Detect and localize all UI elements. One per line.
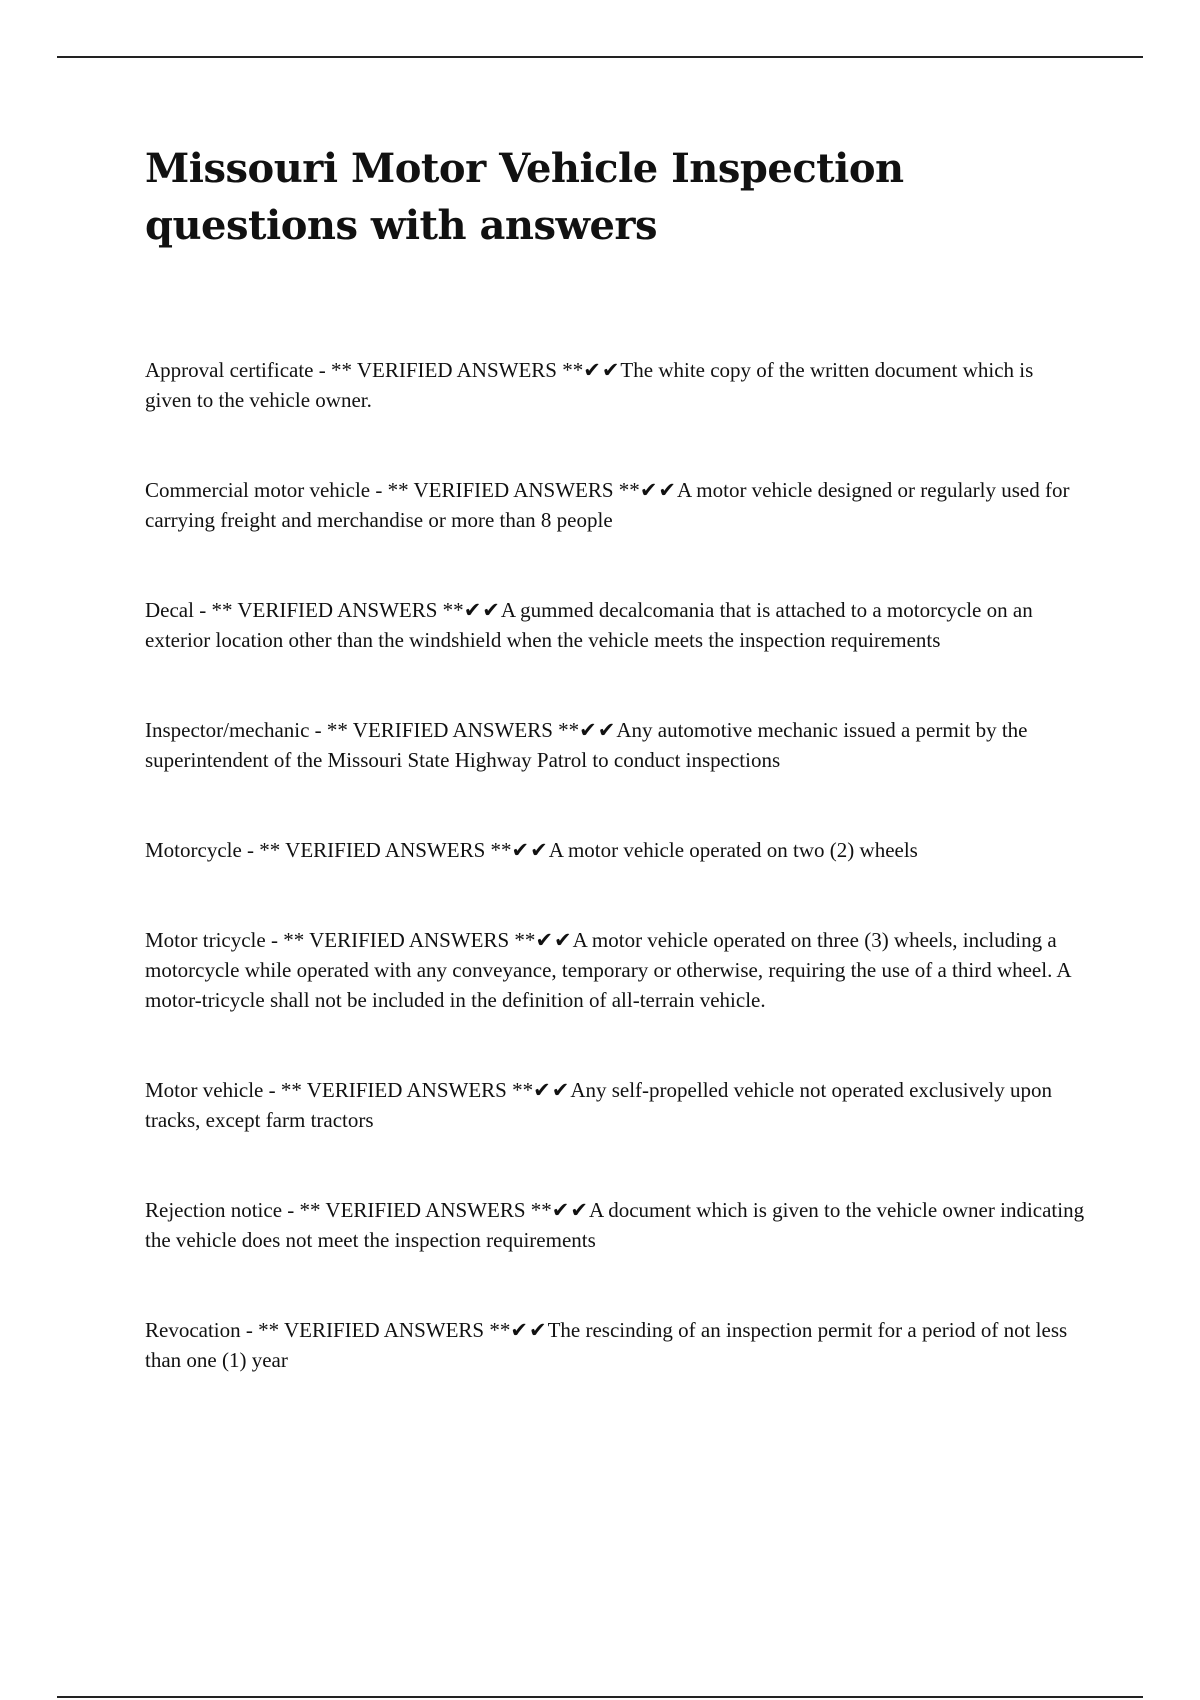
entry-term: Approval certificate <box>145 358 314 382</box>
checkmark-icon: ✔✔ <box>510 1318 548 1342</box>
entry-verified-label: - ** VERIFIED ANSWERS ** <box>309 718 580 742</box>
entry-verified-label: - ** VERIFIED ANSWERS ** <box>263 1078 534 1102</box>
entry-term: Motor tricycle <box>145 928 266 952</box>
qa-entry <box>145 1195 1085 1255</box>
entry-term: Motorcycle <box>145 838 242 862</box>
entry-term: Motor vehicle <box>145 1078 264 1102</box>
checkmark-icon: ✔✔ <box>579 718 617 742</box>
qa-entry <box>145 1315 1085 1375</box>
checkmark-icon: ✔✔ <box>551 1198 589 1222</box>
entry-definition: A motor vehicle designed or regularly used for carrying freight and merchandise or more than 8 people <box>145 478 1070 532</box>
checkmark-icon: ✔✔ <box>583 358 621 382</box>
checkmark-icon: ✔✔ <box>535 928 573 952</box>
document-body <box>145 140 1085 1375</box>
entry-definition: A motor vehicle operated on two (2) wheels <box>548 838 918 862</box>
entry-verified-label: - ** VERIFIED ANSWERS ** <box>241 838 512 862</box>
page-title: Missouri Motor Vehicle Inspection questions with answers <box>145 145 904 249</box>
entry-verified-label: - ** VERIFIED ANSWERS ** <box>193 598 464 622</box>
checkmark-icon: ✔✔ <box>511 838 549 862</box>
entry-verified-label: - ** VERIFIED ANSWERS ** <box>282 1198 552 1222</box>
bottom-divider <box>57 1696 1143 1698</box>
qa-entry <box>145 475 1085 535</box>
qa-list <box>145 355 1085 1375</box>
entry-verified-label: - ** VERIFIED ANSWERS ** <box>313 358 584 382</box>
entry-term: Commercial motor vehicle <box>145 478 371 502</box>
qa-entry <box>145 925 1085 1015</box>
entry-definition: Any automotive mechanic issued a permit by the superintendent of the Missouri State Highway Patrol to conduct inspections <box>145 718 1028 772</box>
top-divider <box>57 56 1143 58</box>
entry-verified-label: - ** VERIFIED ANSWERS ** <box>240 1318 511 1342</box>
entry-definition: A document which is given to the vehicle owner indicating the vehicle does not meet the inspection requirements <box>145 1198 1085 1252</box>
checkmark-icon: ✔✔ <box>639 478 678 502</box>
checkmark-icon: ✔✔ <box>533 1078 571 1102</box>
entry-verified-label: - ** VERIFIED ANSWERS ** <box>265 928 536 952</box>
entry-definition: Any self-propelled vehicle not operated exclusively upon tracks, except farm tractors <box>145 1078 1052 1132</box>
qa-entry <box>145 355 1085 415</box>
entry-term: Decal <box>145 598 194 622</box>
entry-definition: A gummed decalcomania that is attached to a motorcycle on an exterior location other than the windshield when the vehicle meets the inspection requirements <box>145 598 1033 652</box>
qa-entry <box>145 1075 1085 1135</box>
qa-entry <box>145 595 1085 655</box>
entry-term: Revocation <box>145 1318 241 1342</box>
entry-term: Inspector/mechanic <box>145 718 310 742</box>
entry-verified-label: - ** VERIFIED ANSWERS ** <box>370 478 640 502</box>
qa-entry <box>145 715 1085 775</box>
checkmark-icon: ✔✔ <box>463 598 501 622</box>
entry-definition: The white copy of the written document which is given to the vehicle owner. <box>145 358 1034 412</box>
qa-entry <box>145 835 1085 865</box>
entry-definition: A motor vehicle operated on three (3) wheels, including a motorcycle while operated with any conveyance, temporary or otherwise, requiring the use of a third wheel. A motor-tricycle shall not be included in the definition of all-terrain vehicle. <box>145 928 1071 1012</box>
entry-definition: The rescinding of an inspection permit for a period of not less than one (1) year <box>145 1318 1068 1372</box>
entry-term: Rejection notice <box>145 1198 283 1222</box>
